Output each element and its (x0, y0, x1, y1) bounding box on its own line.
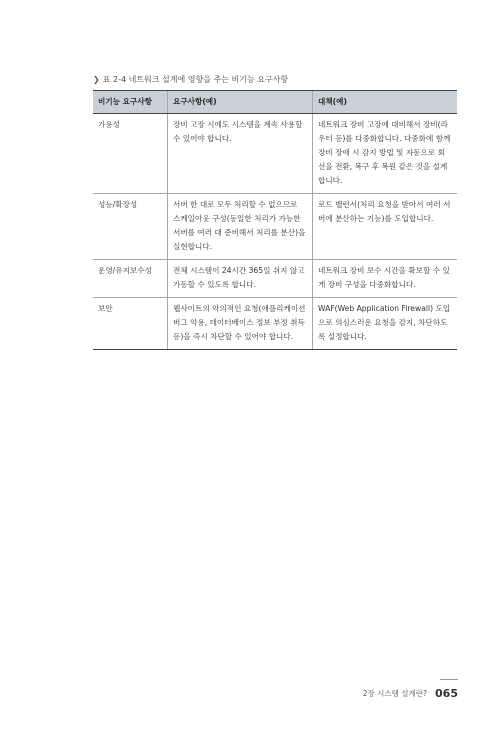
cell-category: 가용성 (93, 114, 168, 194)
table-row (93, 194, 457, 260)
cell-countermeasure: 네트워크 장비 보수 시간을 확보할 수 있게 장비 구성을 다중화합니다. (313, 260, 458, 298)
header-requirement: 요구사항(예) (168, 91, 313, 114)
nonfunctional-requirements-table (93, 90, 457, 350)
footer-divider (440, 679, 458, 680)
chapter-label: 2장 시스템 설계란? (362, 689, 428, 698)
cell-category: 보안 (93, 298, 168, 350)
cell-requirement: 웹사이트의 악의적인 요청(애플리케이션 버그 악용, 데이터베이스 정보 부정 취득 등)을 즉시 차단할 수 있어야 합니다. (168, 298, 313, 350)
chevron-down-icon: ❯ (93, 75, 100, 84)
cell-countermeasure: 로드 밸런서(처리 요청을 받아서 여러 서버에 분산하는 기능)를 도입합니다. (313, 194, 458, 260)
table-caption (93, 74, 288, 85)
cell-category: 운영/유지보수성 (93, 260, 168, 298)
cell-requirement: 장비 고장 시에도 시스템을 계속 사용할 수 있어야 합니다. (168, 114, 313, 194)
header-countermeasure: 대책(예) (313, 91, 458, 114)
cell-requirement: 서버 한 대로 모두 처리할 수 없으므로 스케일아웃 구성(동일한 처리가 가능한 서버를 여러 대 준비해서 처리를 분산)을 실현합니다. (168, 194, 313, 260)
cell-countermeasure: 네트워크 장비 고장에 대비해서 장비(라우터 등)를 다중화합니다. 다중화에 함께 장비 장애 시 감지 방법 및 자동으로 회선을 전환, 복구 후 복원 같은 것을 설계합니다. (313, 114, 458, 194)
caption-text: 표 2-4 네트워크 설계에 영향을 주는 비기능 요구사항 (102, 75, 289, 84)
header-category: 비기능 요구사항 (93, 91, 168, 114)
cell-category: 성능/확장성 (93, 194, 168, 260)
cell-countermeasure: WAF(Web Application Firewall) 도입으로 의심스러운 요청을 감지, 차단하도록 설정합니다. (313, 298, 458, 350)
cell-requirement: 전체 시스템이 24시간 365일 쉬지 않고 가동할 수 있도록 합니다. (168, 260, 313, 298)
page-number: 065 (435, 687, 458, 700)
page-footer (363, 687, 458, 700)
table-row (93, 260, 457, 298)
table-row (93, 114, 457, 194)
table-row (93, 298, 457, 350)
table-header-row (93, 91, 457, 114)
